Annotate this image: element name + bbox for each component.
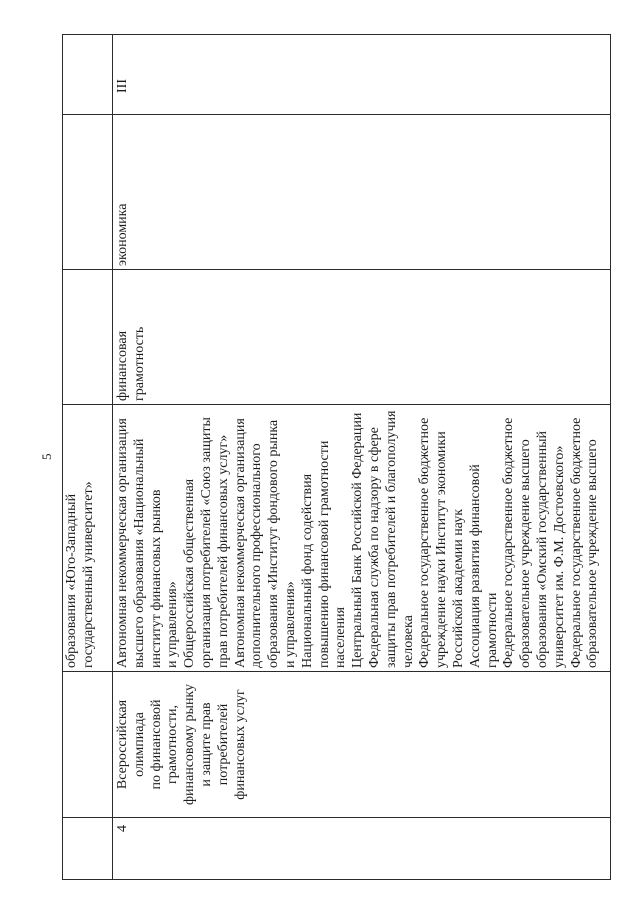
table-rule-top [62, 34, 63, 880]
organizer-line: прав потребителей финансовых услуг» [215, 434, 231, 668]
organizer-line: Автономная некоммерческая организация [232, 418, 248, 668]
table-rule-row [112, 34, 113, 880]
table-rule-right [62, 34, 611, 35]
organizer-line: государственный университет» [81, 481, 96, 668]
table-rule-col [62, 817, 611, 818]
cell-profile [115, 327, 149, 401]
organizer-line: образовательное учреждение высшего [518, 439, 534, 668]
event-name-line: финансовому рынку [182, 683, 198, 806]
organizer-line: человека [400, 615, 416, 668]
organizer-line: образовательное учреждение высшего [585, 439, 601, 668]
organizer-line: Федеральное государственное бюджетное [568, 417, 584, 668]
cell-subject: экономика [115, 203, 130, 266]
profile-line: финансовая [115, 330, 130, 401]
organizer-line: грамотности [484, 592, 500, 668]
organizer-line: Федеральное государственное бюджетное [501, 417, 517, 668]
cell-number: 4 [115, 825, 130, 832]
organizer-line: организация потребителей «Союз защиты [198, 417, 214, 668]
event-name-line: и защите прав [198, 702, 214, 787]
organizer-line: Национальный фонд содействия [299, 473, 315, 668]
organizer-line: Федеральное государственное бюджетное [417, 417, 433, 668]
organizer-line: и управления» [282, 581, 298, 668]
cell-organizers [115, 411, 602, 668]
organizer-line: Автономная некоммерческая организация [115, 418, 130, 668]
organizer-line: Ассоциация развития финансовой [467, 464, 483, 668]
organizer-line: повышению финансовой грамотности [316, 440, 332, 668]
page-number: 5 [39, 453, 54, 460]
event-name-line: по финансовой [148, 699, 164, 790]
cell-organizers-continued [63, 481, 97, 668]
organizer-line: защиты прав потребителей и благополучия [383, 410, 399, 668]
event-name-line: олимпиада [131, 712, 147, 777]
organizer-line: высшего образования «Национальный [131, 438, 147, 668]
organizer-line: Российской академии наук [450, 509, 466, 668]
event-name-line: финансовых услуг [232, 689, 248, 800]
organizer-line: образования «Институт фондового рынка [266, 419, 282, 668]
table-rule-left [62, 879, 611, 880]
organizer-line: образования «Омский государственный [534, 430, 550, 668]
table-rule-bottom [610, 34, 611, 880]
organizer-line: Федеральная служба по надзору в сфере [366, 427, 382, 668]
event-name-line: потребителей [215, 703, 231, 786]
event-name-line: Всероссийская [115, 699, 130, 790]
organizer-line: населения [333, 607, 349, 668]
event-name-line: грамотности, [165, 705, 181, 784]
organizer-line: Общероссийская общественная [182, 478, 198, 668]
organizer-line: Центральный Банк Российской Федерации [350, 412, 366, 668]
table-rule-col [62, 114, 611, 115]
organizer-line: университет им. Ф.М. Достоевского» [551, 445, 567, 668]
organizer-line: учреждение науки Институт экономики [434, 431, 450, 668]
cell-event-name [115, 672, 249, 817]
organizer-line: институт финансовых рынков [148, 489, 164, 668]
table-rule-col [62, 404, 611, 405]
cell-level: III [115, 79, 130, 93]
table-rule-col [62, 269, 611, 270]
organizer-line: и управления» [165, 581, 181, 668]
organizer-line: дополнительного профессионального [249, 443, 265, 668]
profile-line: грамотность [131, 326, 147, 401]
organizer-line: образования «Юго-Западный [64, 493, 79, 668]
